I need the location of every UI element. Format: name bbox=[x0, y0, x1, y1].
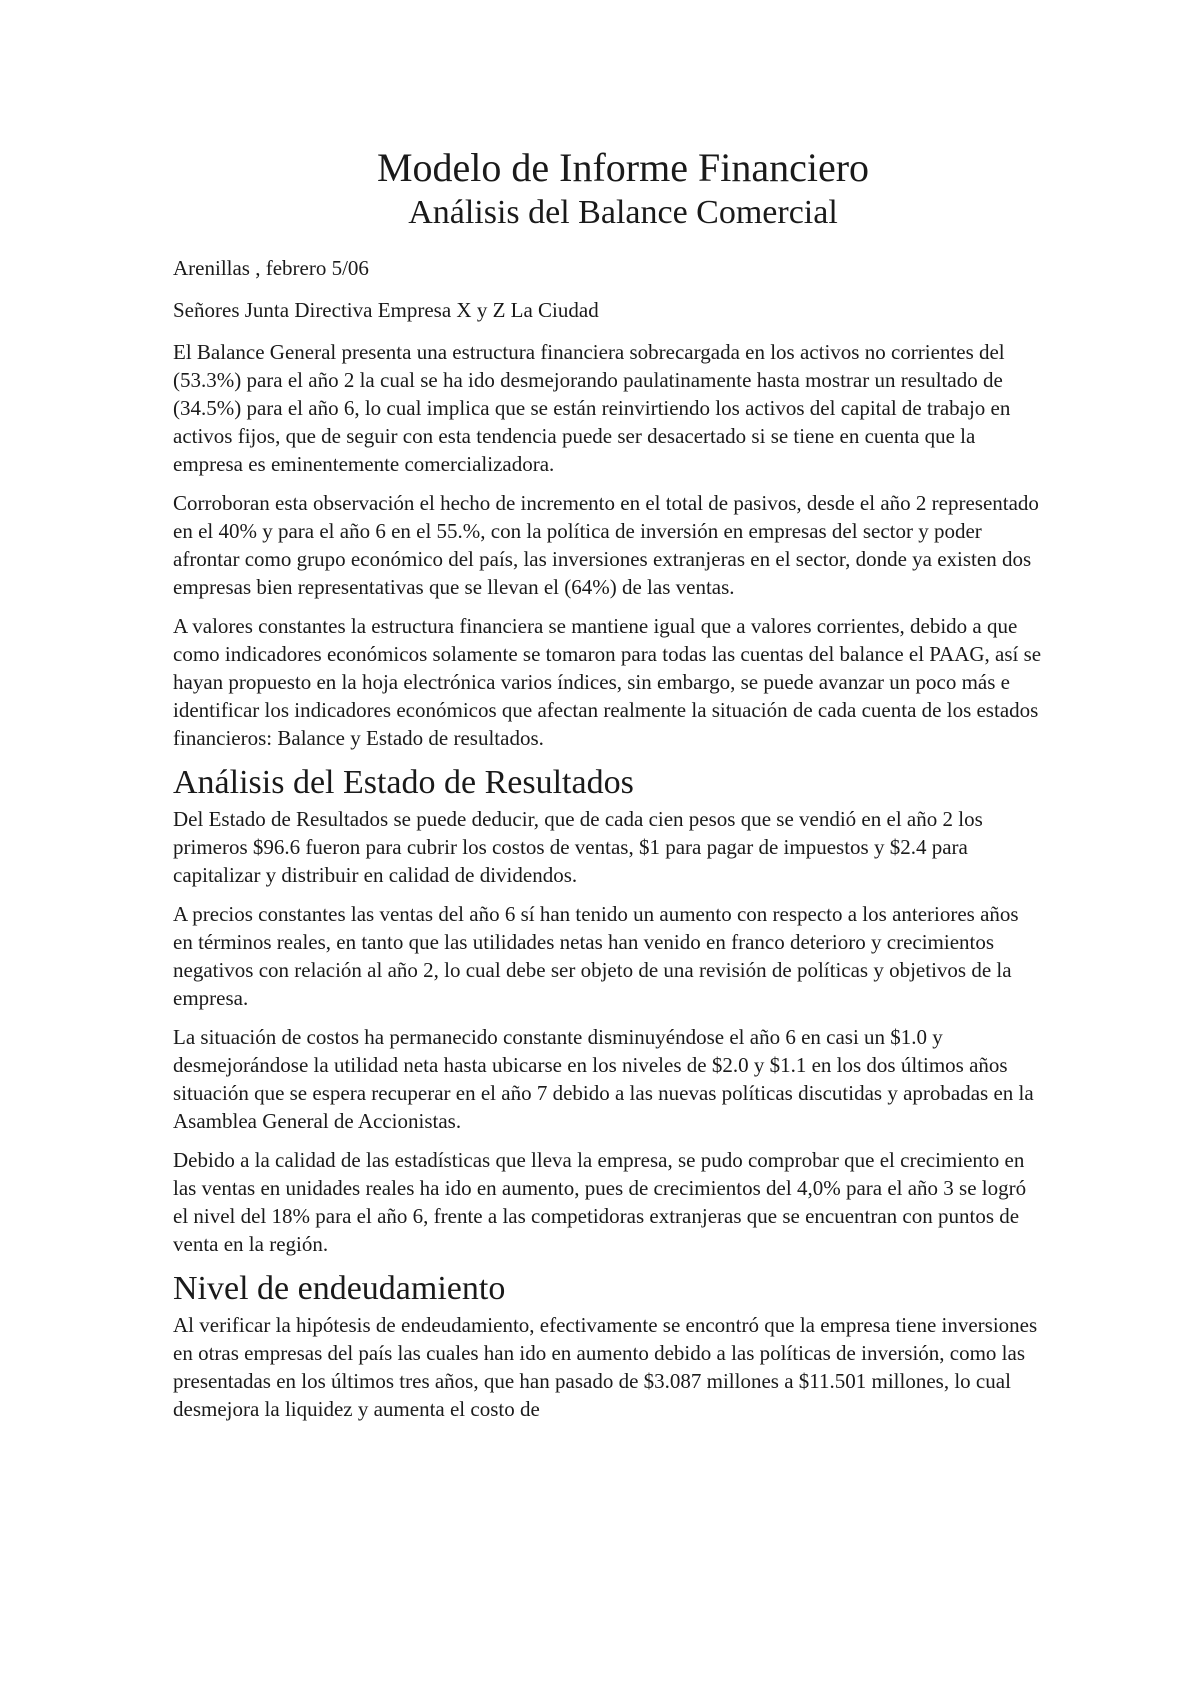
intro-paragraph: A valores constantes la estructura financiera se mantiene igual que a valores corrientes, debido a que como indicadores económicos solamente se tomaron para todas las cuentas del balance el PAAG, así se hayan propuesto en la hoja electrónica varios índices, sin embargo, se puede avanzar un poco más e identificar los indicadores económicos que afectan realmente la situación de cada cuenta de los estados financieros: Balance y Estado de resultados. bbox=[173, 614, 1042, 750]
results-paragraph: Debido a la calidad de las estadísticas que lleva la empresa, se pudo comprobar que el crecimiento en las ventas en unidades reales ha ido en aumento, pues de crecimientos del 4,0% para el año 3 se logró el nivel del 18% para el año 6, frente a las competidoras extranjeras que se encuentran con puntos de venta en la región. bbox=[173, 1148, 1027, 1256]
date-line: Arenillas , febrero 5/06 bbox=[173, 256, 369, 280]
debt-paragraph: Al verificar la hipótesis de endeudamiento, efectivamente se encontró que la empresa tiene inversiones en otras empresas del país las cuales han ido en aumento debido a las políticas de inversión, como las presentadas en los últimos tres años, que han pasado de $3.087 millones a $11.501 millones, lo cual desmejora la liquidez y aumenta el costo de bbox=[173, 1313, 1038, 1421]
intro-paragraph: El Balance General presenta una estructura financiera sobrecargada en los activos no corrientes del (53.3%) para el año 2 la cual se ha ido desmejorando paulatinamente hasta mostrar un resultado de (34.5%) para el año 6, lo cual implica que se están reinvirtiendo los activos del capital de trabajo en activos fijos, que de seguir con esta tendencia puede ser desacertado si se tiene en cuenta que la empresa es eminentemente comercializadora. bbox=[173, 340, 1011, 476]
results-paragraph: A precios constantes las ventas del año 6 sí han tenido un aumento con respecto a los anteriores años en términos reales, en tanto que las utilidades netas han venido en franco deterioro y crecimientos negativos con relación al año 2, lo cual debe ser objeto de una revisión de políticas y objetivos de la empresa. bbox=[173, 902, 1019, 1010]
results-paragraph: La situación de costos ha permanecido constante disminuyéndose el año 6 en casi un $1.0 y desmejorándose la utilidad neta hasta ubicarse en los niveles de $2.0 y $1.1 en los dos últimos años situación que se espera recuperar en el año 7 debido a las nuevas políticas discutidas y aprobadas en la Asamblea General de Accionistas. bbox=[173, 1025, 1034, 1133]
intro-paragraph: Corroboran esta observación el hecho de incremento en el total de pasivos, desde el año 2 representado en el 40% y para el año 6 en el 55.%, con la política de inversión en empresas del sector y poder afrontar como grupo económico del país, las inversiones extranjeras en el sector, donde ya existen dos empresas bien representativas que se llevan el (64%) de las ventas. bbox=[173, 491, 1039, 599]
addressee-line: Señores Junta Directiva Empresa X y Z La Ciudad bbox=[173, 298, 599, 322]
document-title: Modelo de Informe Financiero bbox=[376, 145, 870, 190]
document-subtitle: Análisis del Balance Comercial bbox=[408, 194, 838, 231]
section-heading-results: Análisis del Estado de Resultados bbox=[173, 764, 634, 801]
document-page bbox=[173, 144, 1043, 1434]
results-paragraph: Del Estado de Resultados se puede deducir, que de cada cien pesos que se vendió en el año 2 los primeros $96.6 fueron para cubrir los costos de ventas, $1 para pagar de impuestos y $2.4 para capitalizar y distribuir en calidad de dividendos. bbox=[173, 807, 983, 887]
section-heading-debt: Nivel de endeudamiento bbox=[173, 1270, 506, 1307]
